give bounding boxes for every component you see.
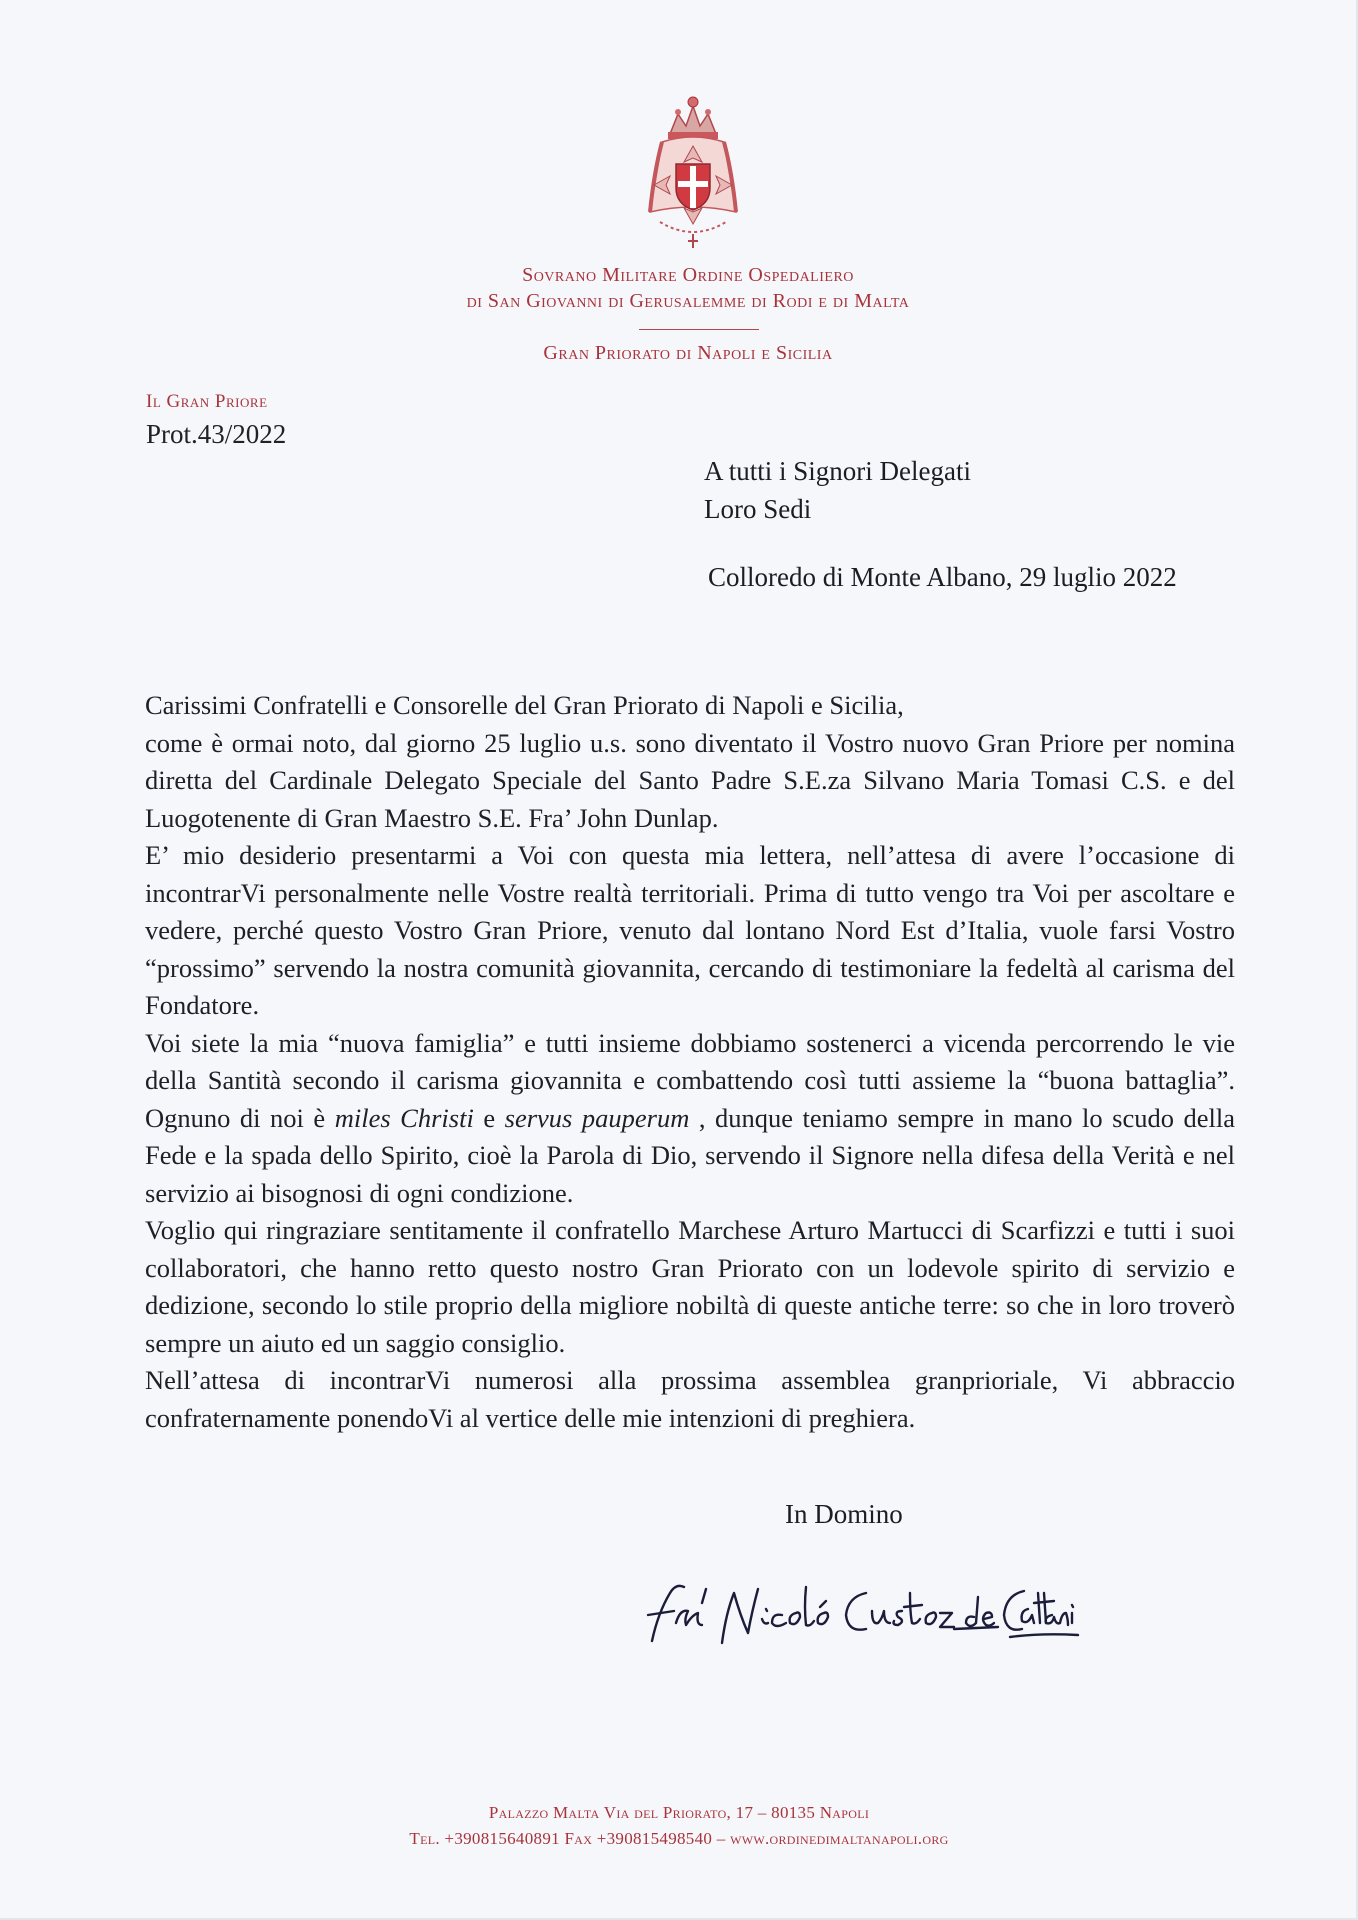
paragraph-3-part-a: Voi siete la mia “nuova famiglia” e tutti insieme dobbiamo sostenerci a vicenda percorrendo le vie della Santità secondo il carisma giovannita e combattendo così tutti assieme la “buona battaglia”. Ognuno di noi è [145, 1027, 1235, 1133]
latin-phrase-miles-christi: miles Christi [334, 1102, 474, 1133]
protocol-number: Prot.43/2022 [146, 419, 287, 449]
order-name-line-2: di San Giovanni di Gerusalemme di Rodi e di Malta [466, 290, 910, 312]
recipient-line-1: A tutti i Signori Delegati [704, 456, 971, 486]
letterhead-divider [639, 329, 759, 330]
salutation: Carissimi Confratelli e Consorelle del Gran Priorato di Napoli e Sicilia, [145, 690, 904, 720]
sender-title: Il Gran Priore [146, 391, 268, 412]
closing-phrase: In Domino [785, 1499, 903, 1529]
footer-contacts: Tel. +390815640891 Fax +390815498540 – www.ordinedimaltanapoli.org [409, 1829, 949, 1848]
paragraph-3-part-b: e [473, 1102, 505, 1133]
footer-address: Palazzo Malta Via del Priorato, 17 – 80135 Napoli [488, 1803, 870, 1822]
paragraph-4: Voglio qui ringraziare sentitamente il confratello Marchese Arturo Martucci di Scarfizzi e tutti i suoi collaboratori, che hanno retto questo nostro Gran Priorato con un lodevole spirito di servizio e dedizione, secondo lo stile proprio della migliore nobiltà di queste antiche terre: so che in loro troverò sempre un aiuto ed un saggio consiglio. [145, 1215, 1235, 1358]
paragraph-2: E’ mio desiderio presentarmi a Voi con questa mia lettera, nell’attesa di avere l’occasione di incontrarVi personalmente nelle Vostre realtà territoriali. Prima di tutto vengo tra Voi per ascoltare e vedere, perché questo Vostro Gran Priore, venuto dal lontano Nord Est d’Italia, vuole farsi Vostro “prossimo” servendo la nostra comunità giovannita, cercando di testimoniare la fedeltà al carisma del Fondatore. [145, 840, 1235, 1020]
paragraph-5: Nell’attesa di incontrarVi numerosi alla prossima assemblea granprioriale, Vi abbraccio confraternamente ponendoVi al vertice delle mie intenzioni di preghiera. [145, 1365, 1235, 1433]
coat-of-arms-emblem [632, 92, 754, 250]
paragraph-3 [145, 1025, 1235, 1213]
paragraph-3-part-c: , dunque teniamo sempre in mano lo scudo della Fede e la spada dello Spirito, cioè la Parola di Dio, servendo il Signore nella difesa della Verità e nel servizio ai bisognosi di ogni condizione. [145, 1102, 1235, 1208]
place-and-date: Colloredo di Monte Albano, 29 luglio 2022 [708, 562, 1177, 592]
priory-name: Gran Priorato di Napoli e Sicilia [543, 342, 833, 364]
handwritten-signature [640, 1553, 1080, 1663]
latin-phrase-servus-pauperum: servus pauperum [504, 1102, 690, 1133]
order-name-line-1: Sovrano Militare Ordine Ospedaliero [522, 264, 854, 286]
letter-body [145, 687, 1235, 1437]
paragraph-1: come è ormai noto, dal giorno 25 luglio u.s. sono diventato il Vostro nuovo Gran Priore per nomina diretta del Cardinale Delegato Speciale del Santo Padre S.E.za Silvano Maria Tomasi C.S. e del Luogotenente di Gran Maestro S.E. Fra’ John Dunlap. [145, 727, 1235, 833]
recipient-line-2: Loro Sedi [704, 494, 812, 524]
